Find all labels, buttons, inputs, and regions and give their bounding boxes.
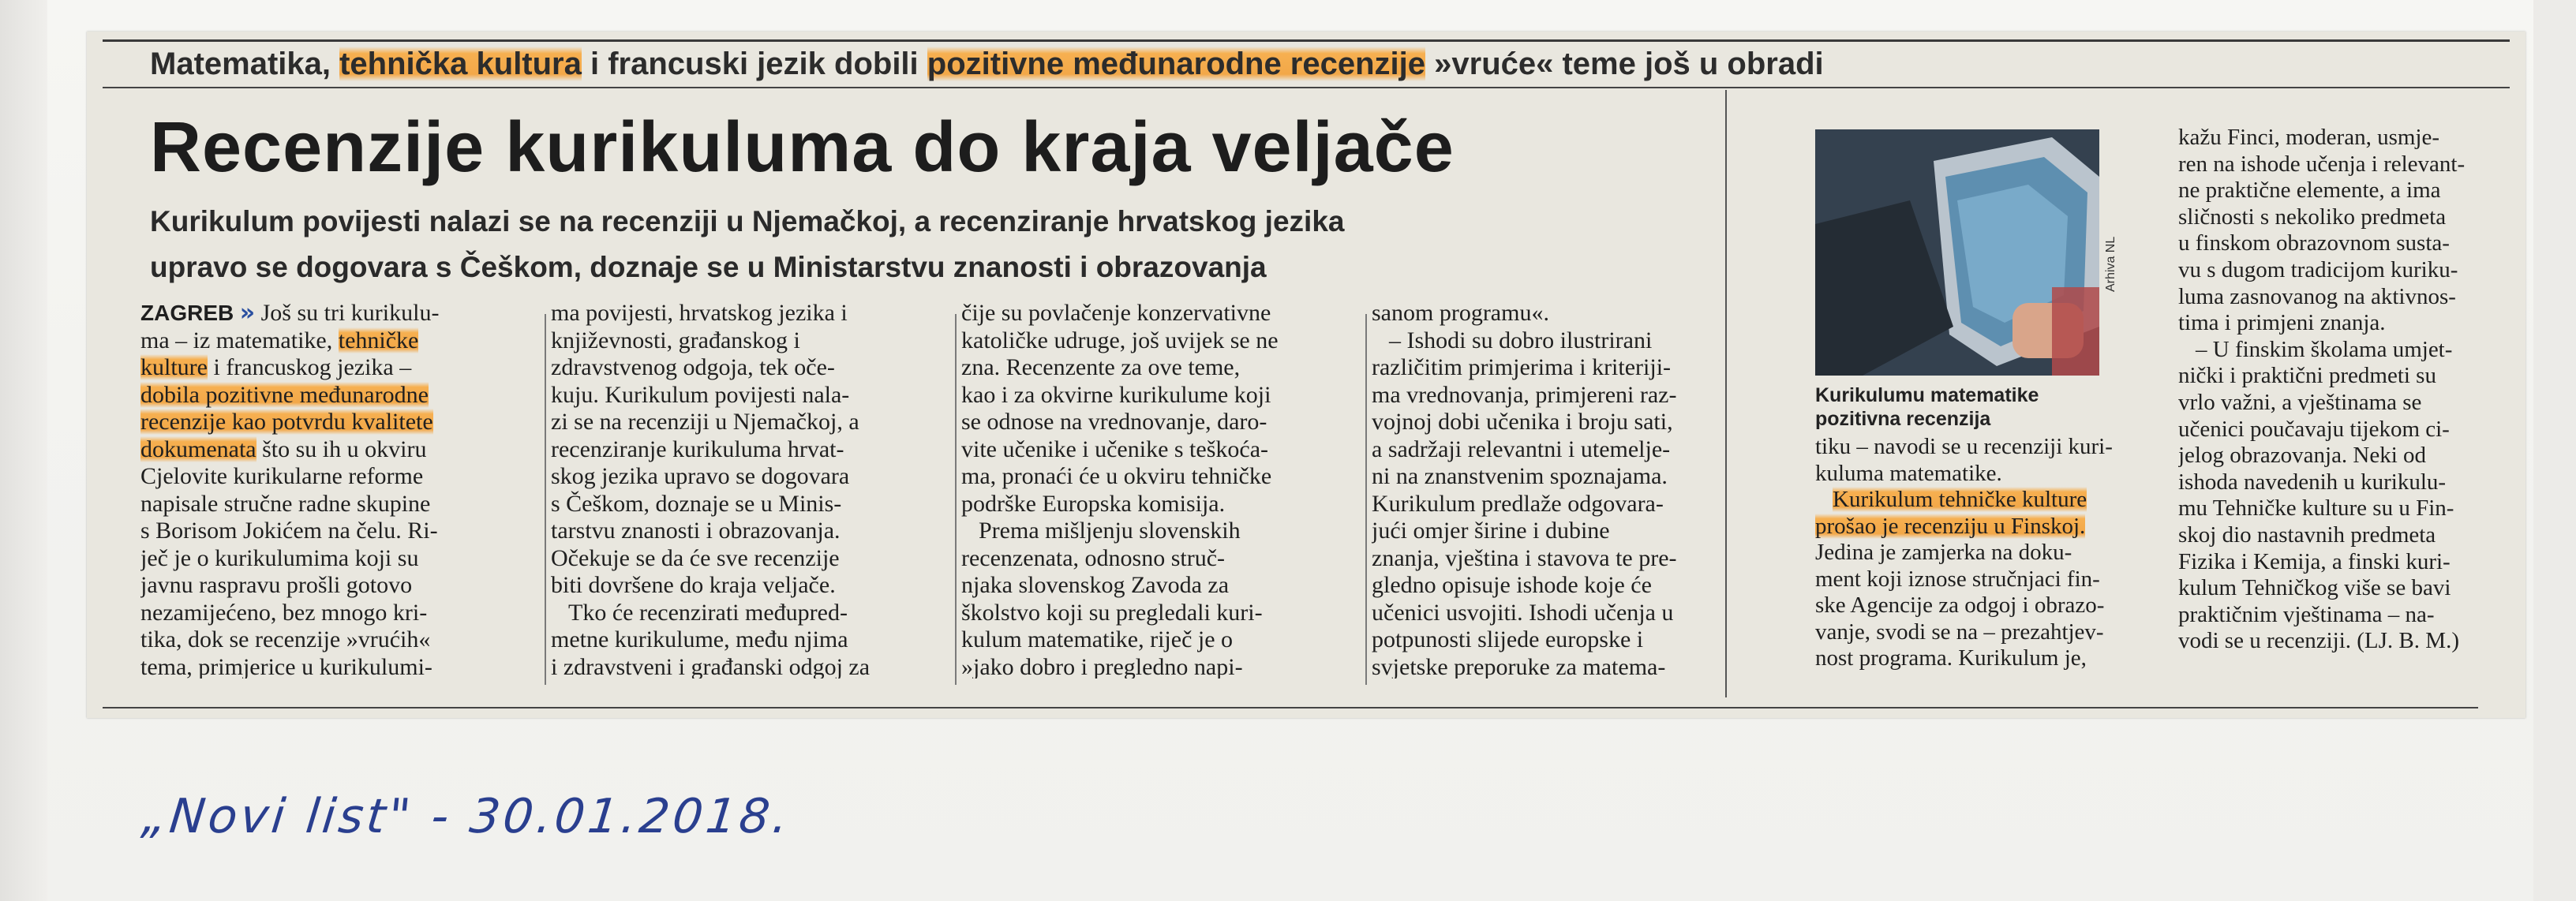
caption-line: pozitivna recenzija (1815, 408, 1991, 430)
highlighted-text: dobila pozitivne međunarodne (140, 381, 429, 408)
text-line: u finskom obrazovnom susta- (2178, 230, 2450, 256)
article-column-2 (551, 300, 945, 679)
text-line: s Češkom, doznaje se u Minis- (551, 490, 842, 517)
article-column-1 (140, 300, 535, 679)
text-line: tarstvu znanosti i obrazovanja. (551, 518, 841, 544)
text-line (140, 382, 535, 409)
text-line (140, 354, 535, 382)
text-line: zdravstvenog odgoja, tek oče- (551, 354, 835, 380)
text-line: vite učenike i učenike s teškoća- (961, 436, 1269, 462)
sidebar-divider (1725, 90, 1727, 697)
highlighted-text: prošao je recenziju u Finskoj. (1815, 513, 2086, 539)
text-line: »jako dobro i pregledno napi- (961, 653, 1243, 679)
text-line: ment koji iznose stručnjaci fin- (1815, 566, 2100, 592)
text-line: vodi se u recenziji. (LJ. B. M.) (2178, 628, 2459, 654)
text-line: – U finskim školama umjet- (2196, 336, 2453, 362)
text-line: različitim primjerima i kriteriji- (1372, 354, 1672, 380)
text-line: recenziranje kurikuluma hrvat- (551, 436, 844, 462)
text-line: znanja, vještina i stavova te pre- (1372, 544, 1677, 571)
text-line: jući omjer širine i dubine (1372, 518, 1610, 544)
text-span: što su ih u okviru (256, 436, 427, 462)
text-line: vrlo važni, a vještinama se (2178, 389, 2422, 415)
kicker-highlight-1: tehnička kultura (339, 47, 582, 81)
photo-illustration (1815, 129, 2099, 376)
text-line: tema, primjerice u kurikulumi- (140, 653, 432, 679)
headline: Recenzije kurikuluma do kraja veljače (150, 108, 1455, 187)
kicker-text-3: »vruće« teme još u obradi (1425, 47, 1824, 81)
text-line: jelog obrazovanja. Neki od (2178, 443, 2427, 469)
handwritten-source-note: „Novi list" - 30.01.2018. (139, 789, 794, 844)
text-line: Prema mišljenju slovenskih (979, 518, 1241, 544)
text-line: nezamijećeno, bez mnogo kri- (140, 599, 428, 626)
text-line: Jedina je zamjerka na doku- (1815, 540, 2072, 565)
text-line: skoj dio nastavnih predmeta (2178, 522, 2436, 548)
top-rule (103, 39, 2510, 42)
column-divider (1365, 314, 1367, 685)
text-line: recenzenata, odnosno struč- (961, 544, 1226, 571)
text-line: ne praktične elemente, a ima (2178, 178, 2441, 204)
text-line: ma, pronaći će u okviru tehničke (961, 463, 1272, 489)
caption-line: Kurikulumu matematike (1815, 384, 2039, 406)
deck (150, 199, 1728, 293)
highlighted-text: dokumenata (140, 436, 256, 462)
text-line: čije su povlačenje konzervativne (961, 300, 1271, 326)
highlighted-text: tehničke (338, 327, 419, 353)
text-line: Fizika i Kemija, a finski kuri- (2178, 548, 2451, 574)
text-line: gledno opisuje ishode koje će (1372, 572, 1652, 598)
text-line: metne kurikulume, među njima (551, 626, 848, 652)
text-line: biti dovršene do kraja veljače. (551, 572, 836, 598)
text-line: školstvo koji su pregledali kuri- (961, 599, 1263, 626)
text-line: napisale stručne radne skupine (140, 490, 431, 517)
text-line: ren na ishode učenja i relevant- (2178, 151, 2466, 177)
text-line (1815, 487, 2162, 514)
text-line: tika, dok se recenzije »vrućih« (140, 626, 431, 652)
text-line: s Borisom Jokićem na čelu. Ri- (140, 518, 438, 544)
text-line: vanje, svodi se na – prezahtjev- (1815, 619, 2104, 645)
article-column-4 (1372, 300, 1766, 679)
text-line: tiku – navodi se u recenziji kuri- (1815, 434, 2113, 459)
kicker-highlight-2: pozitivne međunarodne recenzije (927, 47, 1426, 81)
sidebar-column-2 (2178, 125, 2518, 701)
text-line: učenici poučavaju tijekom ci- (2178, 416, 2450, 442)
text-line: kuluma matematike. (1815, 460, 2002, 486)
article-photo (1815, 129, 2099, 376)
text-line: vojnoj dobi učenika i broju sati, (1372, 409, 1673, 435)
text-line: kulum matematike, riječ je o (961, 626, 1234, 652)
text-line: zi se na recenziji u Njemačkoj, a (551, 409, 859, 435)
text-line: podrške Europska komisija. (961, 490, 1226, 517)
text-line: katoličke udruge, još uvijek se ne (961, 327, 1279, 353)
text-line: Kurikulum predlaže odgovara- (1372, 490, 1664, 517)
text-line: vu s dugom tradicijom kuriku- (2178, 256, 2458, 282)
deck-line: upravo se dogovara s Češkom, doznaje se u Ministarstvu znanosti i obrazovanja (150, 251, 1267, 283)
text-line: mu Tehničke kulture su u Fin- (2178, 495, 2454, 522)
column-divider (955, 314, 957, 685)
text-line: kažu Finci, moderan, usmje- (2178, 125, 2439, 150)
dateline: ZAGREB (140, 301, 234, 325)
text-line: a sadržaji relevantni i utemelje- (1372, 436, 1671, 462)
text-line: sličnosti s nekoliko predmeta (2178, 204, 2447, 230)
bottom-rule (103, 707, 2478, 708)
text-line (140, 327, 535, 355)
text-line: tima i primjeni znanja. (2178, 310, 2386, 336)
text-span: Još su tri kurikulu- (255, 300, 440, 326)
text-line: kulum Tehničkog više se bavi (2178, 575, 2451, 601)
text-line: luma zasnovanog na aktivnos- (2178, 283, 2456, 309)
text-line (140, 409, 535, 436)
text-line: Tko će recenzirati međupred- (568, 599, 848, 626)
sidebar-column-1 (1815, 434, 2162, 702)
kicker (150, 43, 2249, 85)
text-line: Očekuje se da će sve recenzije (551, 544, 840, 571)
text-line: ishoda navedenih u kurikulu- (2178, 469, 2447, 495)
dateline-arrow-icon: » (239, 300, 256, 327)
text-line: ma povijesti, hrvatskog jezika i (551, 300, 848, 326)
newspaper-clipping (87, 32, 2525, 718)
kicker-rule (103, 87, 2510, 88)
text-line: se odnose na vrednovanje, daro- (961, 409, 1267, 435)
text-line: sanom programu«. (1372, 300, 1549, 326)
text-line: ječ je o kurikulumima koji su (140, 544, 419, 571)
text-line (140, 436, 535, 464)
article-column-3 (961, 300, 1356, 679)
highlighted-text: kulture (140, 354, 208, 380)
deck-line: Kurikulum povijesti nalazi se na recenziji u Njemačkoj, a recenziranje hrvatskog jezika (150, 205, 1345, 237)
highlighted-text: Kurikulum tehničke kulture (1833, 487, 2087, 512)
text-span: i francuskog jezika – (207, 354, 412, 380)
text-line: potpunosti slijede europske i (1372, 626, 1644, 652)
text-line: skog jezika upravo se dogovara (551, 463, 850, 489)
text-line: ske Agencije za odgoj i obrazo- (1815, 593, 2105, 618)
text-line: kuju. Kurikulum povijesti nala- (551, 381, 850, 408)
text-line: praktičnim vještinama – na- (2178, 601, 2435, 627)
text-line (140, 300, 535, 327)
text-line: učenici usvojiti. Ishodi učenja u (1372, 599, 1674, 626)
column-divider (545, 314, 546, 685)
text-line: nički i praktični predmeti su (2178, 363, 2436, 389)
text-line: zna. Recenzente za ove teme, (961, 354, 1241, 380)
text-line: nost programa. Kurikulum je, (1815, 645, 2087, 671)
text-line: – Ishodi su dobro ilustrirani (1389, 327, 1653, 353)
text-span: ma – iz matematike, (140, 327, 339, 353)
kicker-text-2: i francuski jezik dobili (581, 47, 927, 81)
text-line: njaka slovenskog Zavoda za (961, 572, 1230, 598)
highlighted-text: recenzije kao potvrdu kvalitete (140, 409, 433, 435)
text-line: ni na znanstvenim spoznajama. (1372, 463, 1668, 489)
text-line: i zdravstveni i građanski odgoj za (551, 653, 871, 679)
scan-edge (0, 0, 47, 901)
text-line: književnosti, građanskog i (551, 327, 800, 353)
article-columns (140, 300, 1766, 679)
text-line: ma vrednovanja, primjereni raz- (1372, 381, 1677, 408)
kicker-text-1: Matematika, (150, 47, 340, 81)
text-line: kao i za okvirne kurikulume koji (961, 381, 1271, 408)
text-line: Cjelovite kurikularne reforme (140, 463, 424, 489)
photo-credit: Arhiva NL (2104, 236, 2117, 292)
text-line: javnu raspravu prošli gotovo (140, 572, 413, 598)
text-line (1815, 514, 2162, 540)
text-line: svjetske preporuke za matema- (1372, 653, 1666, 679)
